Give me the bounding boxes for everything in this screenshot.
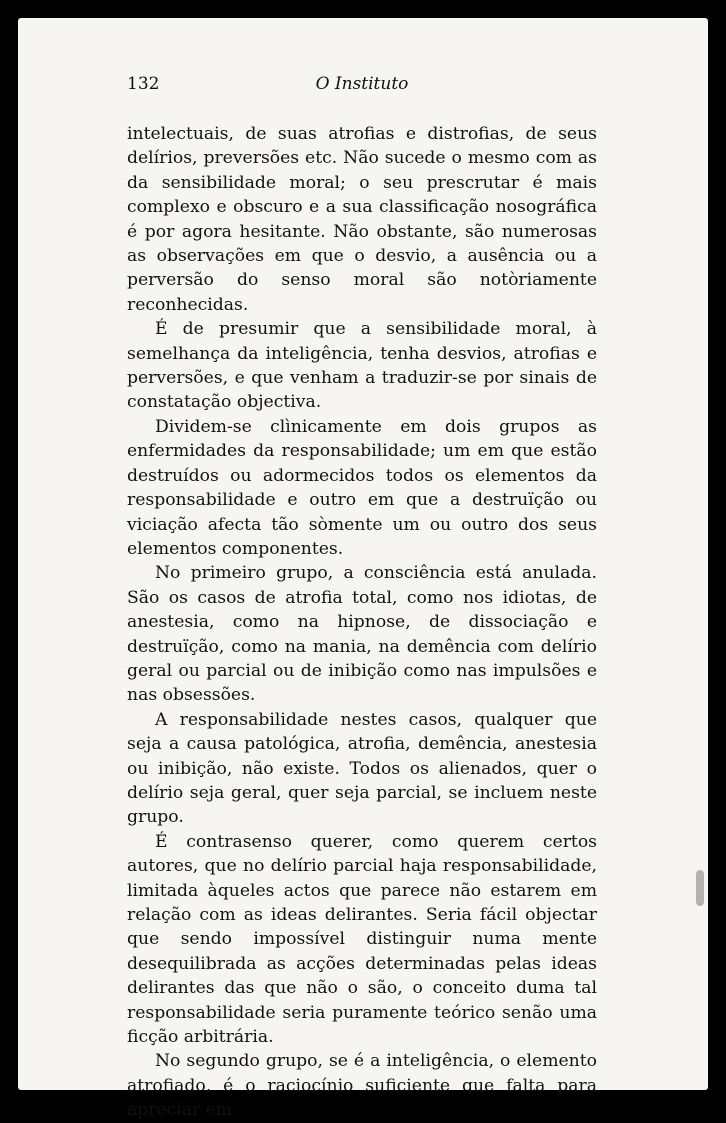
- page-number: 132: [127, 74, 160, 94]
- paragraph-6: É contrasenso querer, como querem certos autores, que no delírio parcial haja responsabilidade, limitada àqueles actos que parece não estarem em relação com as ideas delirantes. Seria fácil objectar que sendo impossível distinguir numa mente desequilibrada as acções determinadas pelas ideas delirantes das que não o são, o conceito duma tal responsabilidade seria puramente teórico senão uma ficção arbitrária.: [127, 831, 597, 1048]
- paragraph-4: No primeiro grupo, a consciência está anulada. São os casos de atrofia total, como nos idiotas, de anestesia, como na hipnose, de dissociação e destruïção, como na mania, na demência com delírio geral ou parcial ou de inibição como nas impulsões e nas obsessões.: [127, 563, 597, 706]
- paragraph-7: No segundo grupo, se é a inteligência, o elemento atrofiado, é o raciocínio suficiente que falta para apreciar em: [127, 1051, 597, 1121]
- paragraph-3: Dividem-se clìnicamente em dois grupos as enfermidades da responsabilidade; um em que estão destruídos ou adormecidos todos os elementos da responsabilidade e outro em que a destruïção ou viciação afecta tão sòmente um ou outro dos seus elementos componentes.: [127, 416, 597, 559]
- paragraph-1: intelectuais, de suas atrofias e distrofias, de seus delírios, preversões etc. Não sucede o mesmo com as da sensibilidade moral; o seu prescrutar é mais complexo e obscuro e a sua classificação nosográfica é por agora hesitante. Não obstante, são numerosas as observações em que o desvio, a ausência ou a perversão do senso moral são notòriamente reconhecidas.: [127, 124, 597, 315]
- paragraph-5: A responsabilidade nestes casos, qualquer que seja a causa patológica, atrofia, demência, anestesia ou inibição, não existe. Todos os alienados, quer o delírio seja geral, quer seja parcial, se incluem neste grupo.: [127, 709, 597, 828]
- paragraph-2: É de presumir que a sensibilidade moral, à semelhança da inteligência, tenha desvios, atrofias e perversões, e que venham a traduzir-se por sinais de constatação objectiva.: [127, 319, 597, 413]
- header-title: O Instituto: [315, 74, 409, 94]
- page-edge-mark: [696, 870, 704, 906]
- running-head: [127, 74, 597, 96]
- body-text: [127, 122, 597, 1123]
